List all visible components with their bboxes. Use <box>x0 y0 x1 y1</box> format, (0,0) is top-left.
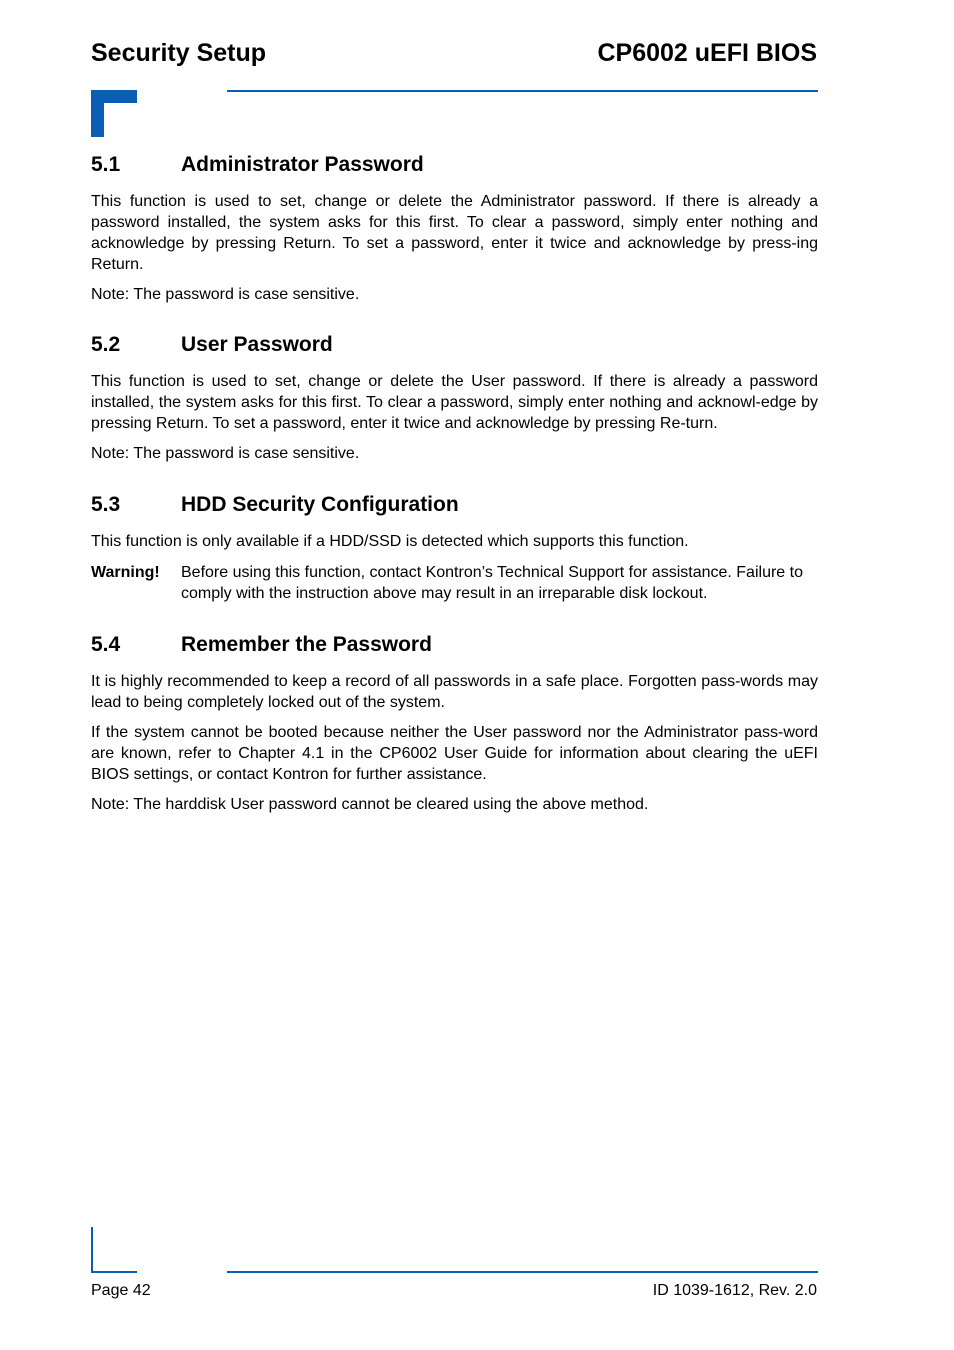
note-paragraph: Note: The harddisk User password cannot be cleared using the above method. <box>91 796 649 813</box>
section-5-3 <box>91 490 818 604</box>
section-title: Remember the Password <box>181 633 432 656</box>
section-heading <box>91 490 818 520</box>
note-paragraph: Note: The password is case sensitive. <box>91 286 360 303</box>
page-content <box>91 150 818 815</box>
section-title: Administrator Password <box>181 153 424 176</box>
section-5-4 <box>91 630 818 815</box>
page-number: Page 42 <box>91 1282 151 1299</box>
corner-bracket-bottom-decoration <box>91 1227 137 1273</box>
document-id: ID 1039-1612, Rev. 2.0 <box>652 1282 817 1299</box>
paragraph: It is highly recommended to keep a record of all passwords in a safe place. Forgotten pass-words may lead to being completely locked out of the system. <box>91 673 818 711</box>
section-number: 5.3 <box>91 493 121 516</box>
document-title: CP6002 uEFI BIOS <box>597 39 817 67</box>
section-number: 5.1 <box>91 153 121 176</box>
section-5-1 <box>91 150 818 305</box>
section-heading <box>91 150 818 180</box>
warning-text: Before using this function, contact Kontron’s Technical Support for assistance. Failure to comply with the instruction above may result in an irreparable disk lockout. <box>181 564 803 602</box>
header-rule <box>227 90 818 92</box>
section-number: 5.4 <box>91 633 121 656</box>
section-title: User Password <box>181 333 333 356</box>
section-5-2 <box>91 330 818 464</box>
paragraph: If the system cannot be booted because neither the User password nor the Administrator pass-word are known, refer to Chapter 4.1 in the CP6002 User Guide for information about clearing the uEFI BIOS settings, or contact Kontron for further assistance. <box>91 724 818 783</box>
note-paragraph: Note: The password is case sensitive. <box>91 445 360 462</box>
section-heading <box>91 630 818 660</box>
warning-label: Warning! <box>91 564 160 581</box>
paragraph: This function is only available if a HDD/SSD is detected which supports this function. <box>91 533 689 550</box>
chapter-title: Security Setup <box>91 39 267 67</box>
section-number: 5.2 <box>91 333 121 356</box>
paragraph: This function is used to set, change or delete the User password. If there is already a password installed, the system asks for this first. To clear a password, simply enter nothing and acknowl-edge by pressing Return. To set a password, enter it twice and acknowledge by pressing Re-turn. <box>91 373 818 432</box>
section-heading <box>91 330 818 360</box>
warning-block <box>91 562 818 604</box>
footer-rule <box>227 1271 818 1273</box>
corner-bracket-top-decoration <box>91 90 137 137</box>
section-title: HDD Security Configuration <box>181 493 459 516</box>
paragraph: This function is used to set, change or delete the Administrator password. If there is already a password installed, the system asks for this first. To clear a password, simply enter nothing and acknowledge by pressing Return. To set a password, enter it twice and acknowledge by press-ing Return. <box>91 193 818 273</box>
